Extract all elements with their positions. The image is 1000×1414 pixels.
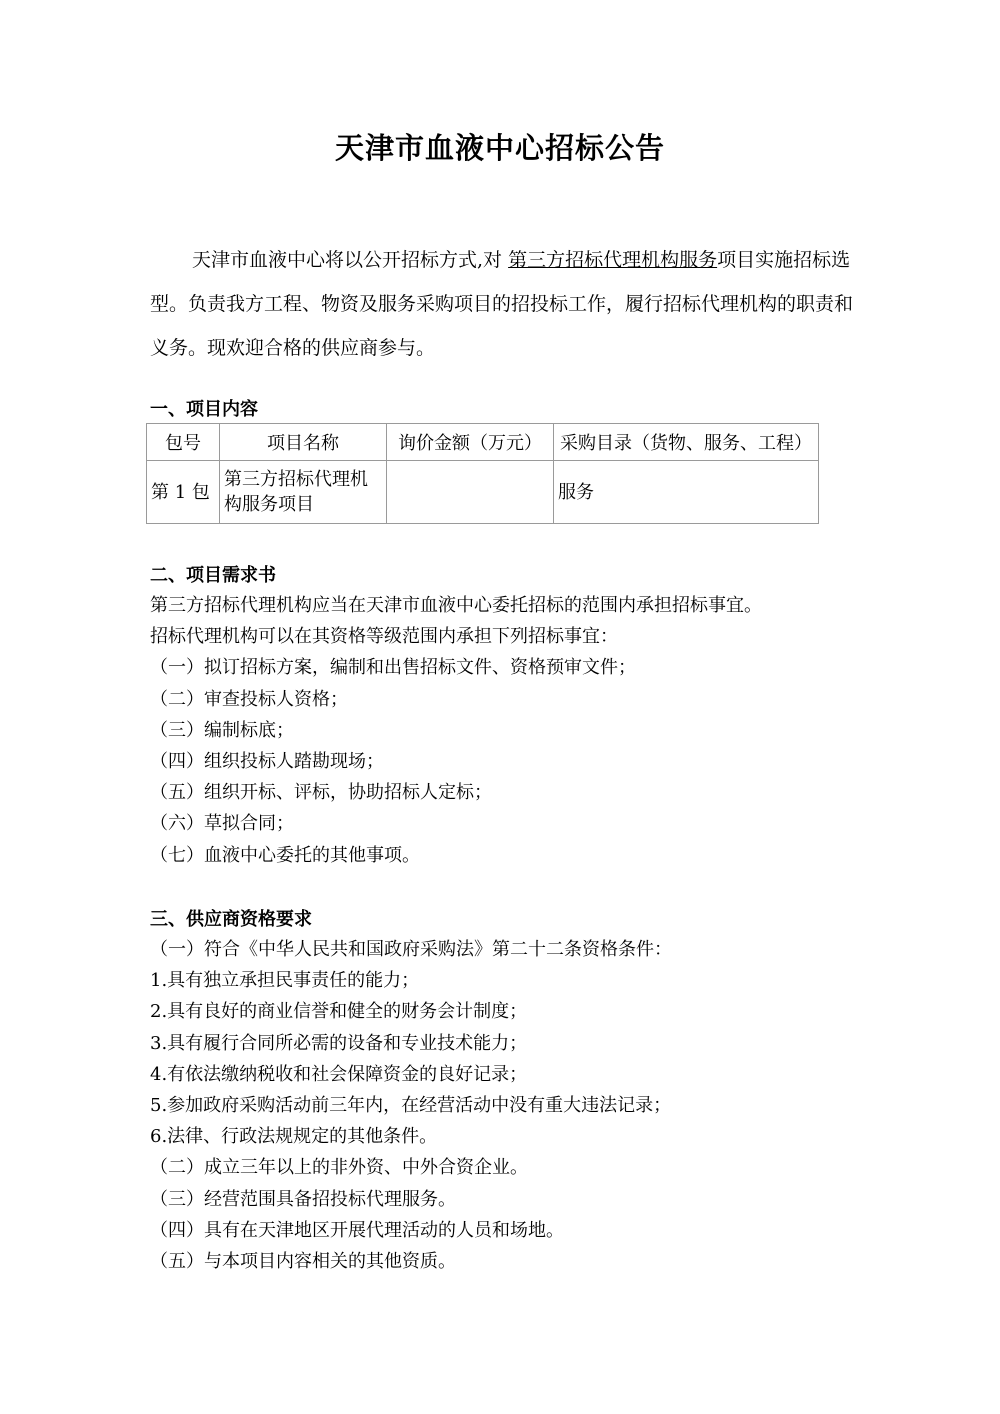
project-table [146, 423, 819, 524]
intro-project-name: 第三方招标代理机构服务 [508, 249, 718, 271]
intro-text-before: 天津市血液中心将以公开招标方式,对 [192, 249, 509, 271]
table-cell-amount [387, 461, 554, 524]
table-header: 项目名称 [220, 424, 387, 461]
list-item: （七）血液中心委托的其他事项。 [150, 844, 420, 866]
table-header: 询价金额（万元） [387, 424, 554, 461]
list-item: （六）草拟合同； [150, 813, 294, 835]
list-item: （五）组织开标、评标，协助招标人定标； [150, 782, 492, 804]
list-item: （二）审查投标人资格； [150, 688, 348, 710]
list-item: （四）具有在天津地区开展代理活动的人员和场地。 [150, 1219, 564, 1241]
qualifications-list [150, 934, 870, 1277]
table-header: 采购目录（货物、服务、工程） [554, 424, 819, 461]
section-heading-qualifications: 三、供应商资格要求 [150, 909, 312, 930]
requirements-list [150, 590, 870, 871]
list-item: 第三方招标代理机构应当在天津市血液中心委托招标的范围内承担招标事宜。 [150, 595, 762, 616]
intro-paragraph [150, 238, 855, 370]
table-cell-project-name: 第三方招标代理机构服务项目 [220, 461, 387, 524]
list-item: 3.具有履行合同所必需的设备和专业技术能力； [150, 1032, 528, 1054]
list-item: （二）成立三年以上的非外资、中外合资企业。 [150, 1157, 528, 1179]
list-item: （三）编制标底； [150, 719, 294, 741]
section-heading-project-content: 一、项目内容 [150, 399, 258, 420]
table-row [147, 461, 819, 524]
list-item: （一）符合《中华人民共和国政府采购法》第二十二条资格条件： [150, 939, 672, 960]
list-item: 6.法律、行政法规规定的其他条件。 [150, 1126, 438, 1148]
list-item: 2.具有良好的商业信誉和健全的财务会计制度； [150, 1001, 528, 1023]
list-item: （三）经营范围具备招投标代理服务。 [150, 1188, 456, 1210]
table-header: 包号 [147, 424, 220, 461]
list-item: 招标代理机构可以在其资格等级范围内承担下列招标事宜： [150, 626, 618, 648]
list-item: （一）拟订招标方案，编制和出售招标文件、资格预审文件； [150, 657, 636, 679]
list-item: 1.具有独立承担民事责任的能力； [150, 970, 420, 992]
table-header-row [147, 424, 819, 461]
list-item: （四）组织投标人踏勘现场； [150, 750, 384, 772]
list-item: 4.有依法缴纳税收和社会保障资金的良好记录； [150, 1063, 528, 1085]
section-heading-requirements: 二、项目需求书 [150, 565, 276, 586]
table-cell-package: 第 1 包 [147, 461, 220, 524]
table-cell-catalog: 服务 [554, 461, 819, 524]
intro-text-after: 项目实施招标选型。负责我方工程、物资及服务采购项目的招投标工作，履行招标代理机构的职责和义务。现欢迎合格的供应商参与。 [150, 249, 854, 359]
list-item: 5.参加政府采购活动前三年内，在经营活动中没有重大违法记录； [150, 1094, 672, 1116]
list-item: （五）与本项目内容相关的其他资质。 [150, 1250, 456, 1272]
page-title: 天津市血液中心招标公告 [334, 131, 665, 165]
